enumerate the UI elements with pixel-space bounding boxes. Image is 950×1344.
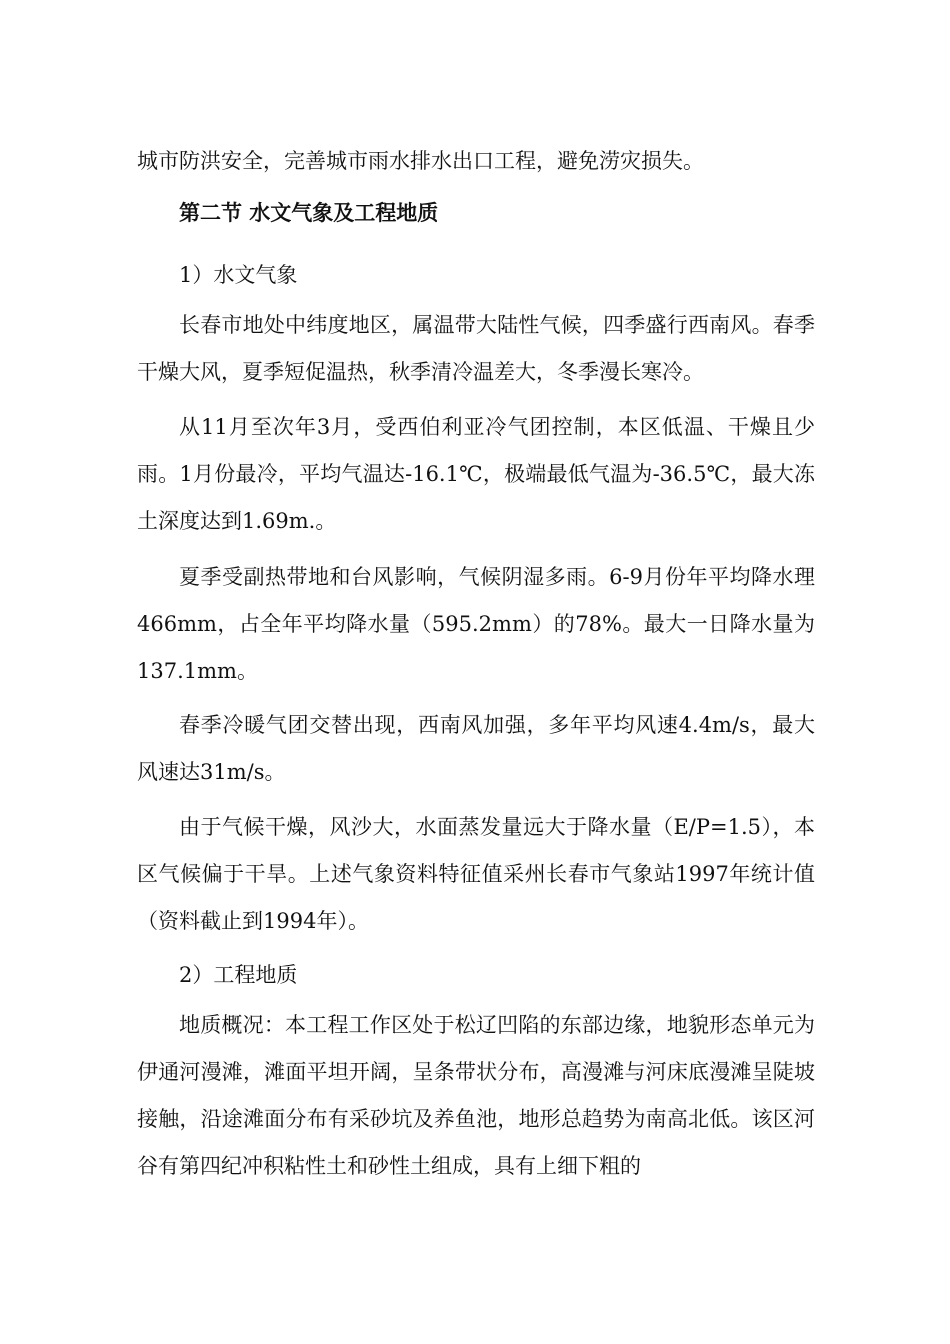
subsection-heading-hydrology: 1）水文气象	[179, 263, 298, 287]
paragraph-geology-overview: 地质概况：本工程工作区处于松辽凹陷的东部边缘，地貌形态单元为伊通河漫滩，滩面平坦开阔，呈条带状分布，高漫滩与河床底漫滩呈陡坡接触，沿途滩面分布有采砂坑及养鱼池，地形总趋势为南高北低。该区河谷有第四纪冲积粘性土和砂性土组成，具有上细下粗的	[137, 1013, 815, 1178]
paragraph-spring-wind: 春季冷暖气团交替出现，西南风加强，多年平均风速4.4m/s，最大风速达31m/s。	[137, 713, 815, 784]
paragraph-drought: 由于气候干燥，风沙大，水面蒸发量远大于降水量（E/P=1.5），本区气候偏于干旱。上述气象资料特征值采州长春市气象站1997年统计值（资料截止到1994年）。	[137, 815, 815, 933]
subsection-heading-geology: 2）工程地质	[179, 963, 298, 987]
paragraph-continuation: 城市防洪安全，完善城市雨水排水出口工程，避免涝灾损失。	[137, 149, 704, 173]
section-heading: 第二节 水文气象及工程地质	[179, 200, 439, 225]
paragraph-summer-climate: 夏季受副热带地和台风影响，气候阴湿多雨。6-9月份年平均降水理466mm，占全年平均降水量（595.2mm）的78%。最大一日降水量为137.1mm。	[137, 565, 815, 683]
paragraph-climate-overview: 长春市地处中纬度地区，属温带大陆性气候，四季盛行西南风。春季干燥大风，夏季短促温热，秋季清冷温差大，冬季漫长寒冷。	[137, 313, 815, 384]
paragraph-winter-climate: 从11月至次年3月，受西伯利亚冷气团控制，本区低温、干燥且少雨。1月份最冷，平均气温达-16.1℃，极端最低气温为-36.5℃，最大冻土深度达到1.69m.。	[137, 415, 815, 533]
